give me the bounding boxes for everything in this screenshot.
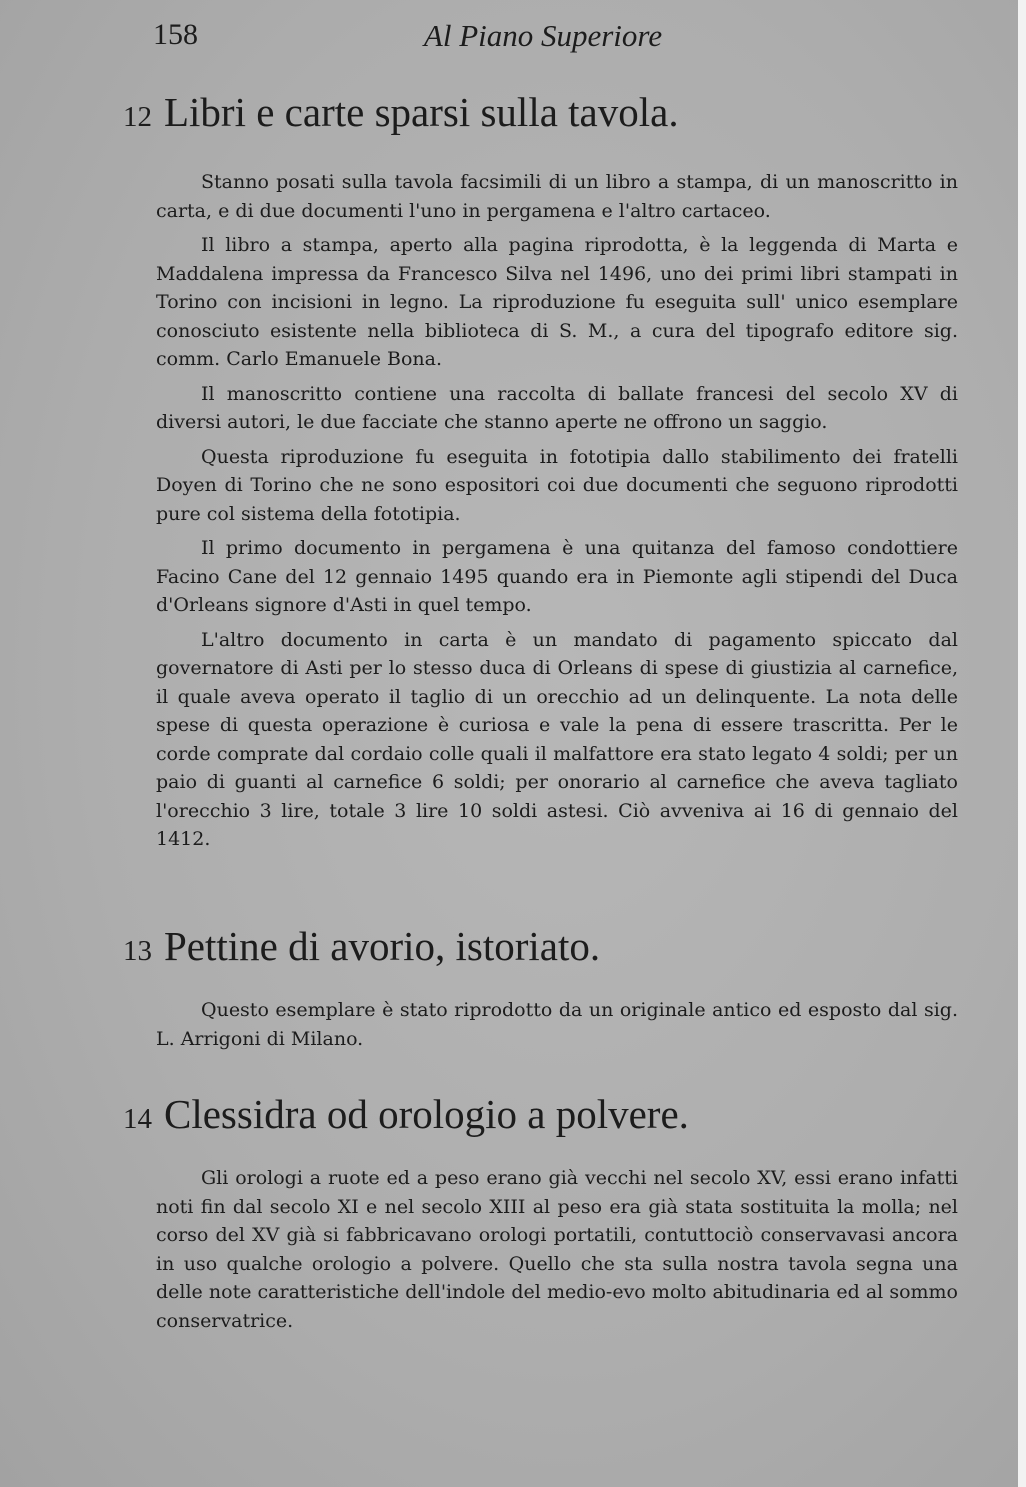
paragraph: Stanno posati sulla tavola facsimili di un libro a stampa, di un manoscritto in carta, e di due documenti l'uno in pergamena e l'altro cartaceo. — [156, 171, 958, 222]
section-heading-12 — [123, 88, 679, 136]
paragraph: Il primo documento in pergamena è una quitanza del famoso condottiere Facino Cane del 12 gennaio 1495 quando era in Piemonte agli stipendi del Duca d'Orleans signore d'Asti in quel tempo. — [156, 537, 958, 616]
section-title: Pettine di avorio, istoriato. — [164, 923, 601, 969]
page-edge — [1018, 0, 1026, 1487]
paragraph: Il libro a stampa, aperto alla pagina riprodotta, è la leggenda di Marta e Maddalena impressa da Francesco Silva nel 1496, uno dei primi libri stampati in Torino con incisioni in legno. La riproduzione fu eseguita sull' unico esemplare conosciuto esistente nella biblioteca di S. M., a cura del tipografo editore sig. comm. Carlo Emanuele Bona. — [156, 234, 958, 370]
paragraph: Questo esemplare è stato riprodotto da un originale antico ed esposto dal sig. L. Arrigoni di Milano. — [156, 999, 958, 1050]
section-heading-14 — [123, 1090, 689, 1138]
section-body-14 — [156, 1164, 958, 1341]
paragraph: Questa riproduzione fu eseguita in fototipia dallo stabilimento dei fratelli Doyen di Torino che ne sono espositori coi due documenti che seguono riprodotti pure col sistema della fototipia. — [156, 445, 958, 525]
section-body-12 — [156, 168, 958, 860]
paragraph: Il manoscritto contiene una raccolta di ballate francesi del secolo XV di diversi autori, le due facciate che stanno aperte ne offrono un saggio. — [156, 382, 958, 433]
section-heading-13 — [123, 922, 600, 970]
paragraph: L'altro documento in carta è un mandato di pagamento spiccato dal governatore di Asti per lo stesso duca di Orleans di spese di giustizia al carnefice, il quale aveva operato il taglio di un orecchio ad un delinquente. La nota delle spese di questa operazione è curiosa e vale la pena di essere trascritta. Per le corde comprate dal cordaio colle quali il malfattore era stato legato 4 soldi; per un paio di guanti al carnefice 6 soldi; per onorario al carnefice che aveva tagliato l'orecchio 3 lire, totale 3 lire 10 soldi astesi. Ciò avveniva ai 16 di gennaio del 1412. — [156, 628, 958, 850]
section-number: 14 — [123, 1103, 152, 1135]
page-number: 158 — [153, 18, 198, 51]
running-head — [153, 18, 933, 58]
section-title: Libri e carte sparsi sulla tavola. — [164, 89, 679, 135]
running-title: Al Piano Superiore — [423, 18, 663, 53]
section-body-13 — [156, 996, 958, 1059]
section-number: 12 — [123, 101, 152, 133]
section-title: Clessidra od orologio a polvere. — [164, 1091, 689, 1137]
section-number: 13 — [123, 935, 152, 967]
paragraph: Gli orologi a ruote ed a peso erano già vecchi nel secolo XV, essi erano infatti noti fin dal secolo XI e nel secolo XIII al peso era già stata sostituita la molla; nel corso del XV già si fabbricavano orologi portatili, contuttociò conservavasi ancora in uso qualche orologio a polvere. Quello che sta sulla nostra tavola segna una delle note caratteristiche dell'indole del medio-evo molto abitudinaria ed al sommo conservatrice. — [156, 1167, 958, 1332]
